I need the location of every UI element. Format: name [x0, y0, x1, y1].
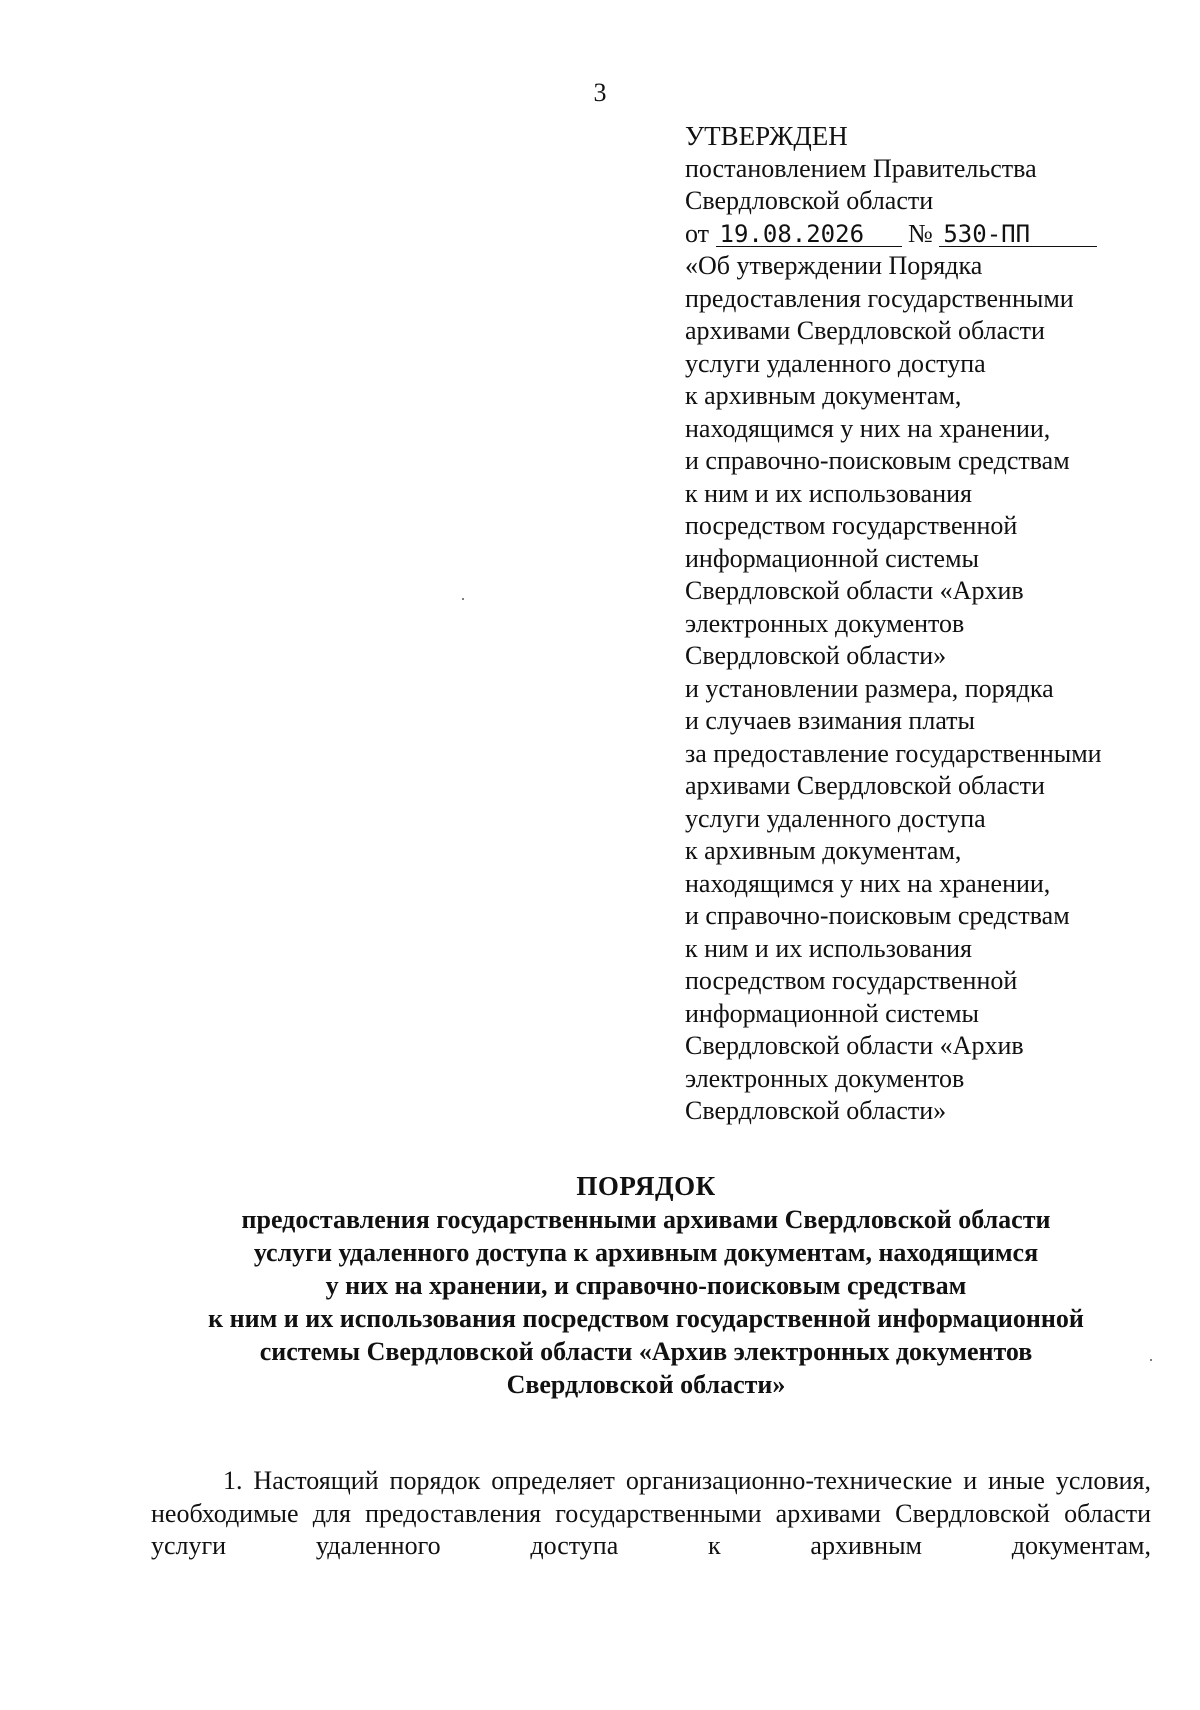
- page-number: 3: [593, 78, 607, 107]
- document-title: [120, 1170, 1172, 1401]
- decree-title-line: электронных документов: [685, 1063, 965, 1093]
- decree-title-line: к архивным документам,: [685, 836, 962, 865]
- decree-line: [685, 218, 1185, 251]
- decree-title-line: предоставления государственными: [685, 283, 1074, 313]
- scan-speck: [462, 598, 464, 600]
- decree-title-line: и справочно-поисковым средствам: [685, 446, 1070, 475]
- approval-by-line-2: Свердловской области: [685, 186, 934, 215]
- decree-title-line: информационной системы: [685, 998, 979, 1028]
- document-title-line: Свердловской области»: [506, 1370, 786, 1399]
- decree-title-line: к ним и их использования: [685, 933, 972, 963]
- decree-number: 530-ПП: [939, 222, 1097, 247]
- decree-date: 19.08.2026: [716, 222, 902, 247]
- decree-title-line: архивами Свердловской области: [685, 771, 1045, 800]
- scan-speck: [1150, 1359, 1152, 1361]
- decree-title-line: посредством государственной: [685, 966, 1018, 995]
- decree-title-line: находящимся у них на хранении,: [685, 868, 1051, 898]
- decree-title-line: услуги удаленного доступа: [685, 348, 986, 378]
- decree-title-line: и случаев взимания платы: [685, 706, 976, 735]
- document-title-line: услуги удаленного доступа к архивным документам, находящимся: [253, 1238, 1039, 1267]
- decree-title-line: информационной системы: [685, 543, 979, 573]
- decree-title-line: посредством государственной: [685, 511, 1018, 540]
- decree-title-line: находящимся у них на хранении,: [685, 413, 1051, 443]
- decree-title-line: к ним и их использования: [685, 478, 972, 508]
- decree-title-line: и установлении размера, порядка: [685, 673, 1054, 703]
- decree-title-line: Свердловской области»: [685, 1096, 947, 1125]
- date-prefix: от: [685, 218, 710, 248]
- document-title-line: к ним и их использования посредством государственной информационной: [208, 1304, 1084, 1333]
- decree-title-line: Свердловской области «Архив: [685, 576, 1024, 605]
- document-title-line: системы Свердловской области «Архив электронных документов: [259, 1337, 1033, 1366]
- document-title-line: у них на хранении, и справочно-поисковым средствам: [325, 1271, 967, 1300]
- decree-title-line: за предоставление государственными: [685, 738, 1102, 768]
- decree-title-line: архивами Свердловской области: [685, 316, 1045, 345]
- decree-title-line: к архивным документам,: [685, 381, 962, 410]
- approval-by-line-1: постановлением Правительства: [685, 153, 1037, 183]
- decree-title-line: Свердловской области «Архив: [685, 1031, 1024, 1060]
- decree-title-line: Свердловской области»: [685, 641, 947, 670]
- body-paragraph-1: 1. Настоящий порядок определяет организационно-технические и иные условия, необходимые для предоставления государственными архивами Свердловской области услуги удаленного доступа к архивным документам,: [151, 1466, 1151, 1560]
- decree-title-line: и справочно-поисковым средствам: [685, 901, 1070, 930]
- document-heading: ПОРЯДОК: [576, 1171, 716, 1201]
- approval-stamp: УТВЕРЖДЕН: [685, 121, 848, 151]
- number-sign: №: [908, 218, 933, 248]
- decree-title-line: «Об утверждении Порядка: [685, 251, 983, 280]
- decree-title-line: услуги удаленного доступа: [685, 803, 986, 833]
- document-title-line: предоставления государственными архивами Свердловской области: [241, 1205, 1051, 1234]
- approval-block: [685, 120, 1185, 1128]
- decree-title-line: электронных документов: [685, 608, 965, 638]
